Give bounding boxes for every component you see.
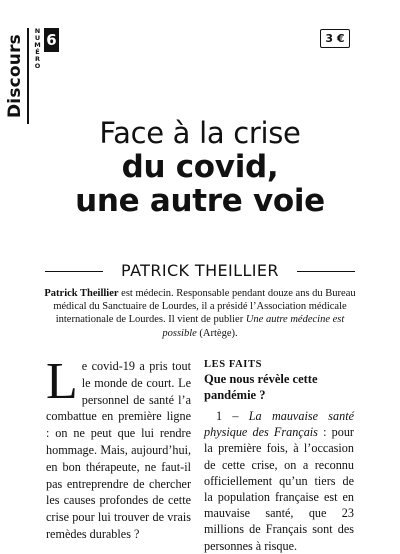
- bio-book-title: Une autre médecine est possible: [162, 314, 345, 339]
- author-rule-left: [45, 271, 103, 272]
- drop-cap: L: [46, 353, 78, 410]
- issue-number-word: NUMÉRO: [34, 27, 41, 70]
- article-intro-column: [46, 353, 191, 543]
- facts-item-title: La mauvaise santé physique des Français: [204, 409, 354, 440]
- facts-question: Que nous révèle cette pandémie ?: [204, 372, 318, 402]
- author-bio: [40, 287, 360, 340]
- title-line-1: Face à la crise: [99, 116, 301, 150]
- series-divider: [27, 28, 29, 124]
- title-line-3: une autre voie: [75, 183, 325, 219]
- author-name: PATRICK THEILLIER: [121, 261, 279, 280]
- bio-author-name: Patrick Theillier: [44, 288, 119, 299]
- author-row: [45, 260, 355, 282]
- facts-item-text: : pour la première fois, à l’occasion de cette crise, on a reconnu officiellement qu’un tiers de la population française est en mauvaise santé, que 23 millions de Français sont des personnes à risque.: [204, 425, 354, 553]
- facts-column: [204, 358, 354, 554]
- issue-number-badge: 6: [44, 28, 59, 52]
- bio-text: est médecin. Responsable pendant douze ans du Bureau médical du Sanctuaire de Lourdes, il a présidé l’Association médicale internationale de Lourdes. Il vient de publier: [53, 288, 356, 326]
- price-badge: 3 €: [320, 29, 350, 48]
- facts-item-number: 1 –: [216, 409, 249, 423]
- series-label-block: [4, 28, 26, 124]
- author-rule-right: [297, 271, 355, 272]
- title-line-2: du covid,: [121, 149, 279, 185]
- article-intro-text: e covid-19 a pris tout le monde de court. Le personnel de santé l’a combattue en première ligne : on ne peut que lui rendre hommage. Mais, aujourd’hui, en bon thérapeute, ne faut-il pas entreprendre de chercher les causes profondes de cette crise pour lui trouver de vrais remèdes durables ?: [46, 359, 191, 541]
- series-label: Discours: [5, 33, 25, 119]
- facts-item-1: [204, 408, 354, 554]
- page-title: [20, 116, 380, 218]
- facts-kicker: LES FAITS: [204, 359, 263, 370]
- bio-book-publisher: (Artège).: [196, 327, 238, 339]
